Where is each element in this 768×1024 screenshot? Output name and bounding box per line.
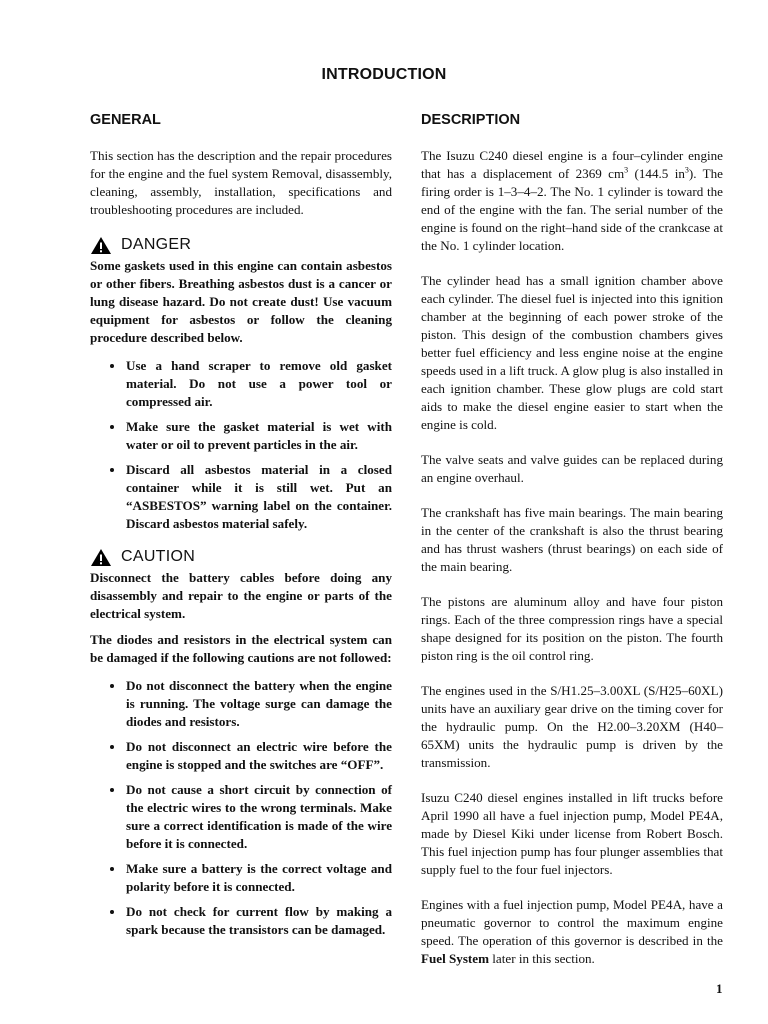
description-paragraph: The crankshaft has five main bearings. The main bearing in the center of the crankshaft is also the thrust bearing and has thrust washers (thrust bearings) on each side of the main bearing. <box>421 505 723 574</box>
list-item: Do not cause a short circuit by connection of the electric wires to the wrong terminals. Make sure a correct identification is made of the wire before it is connected. <box>126 782 392 851</box>
danger-text: Some gaskets used in this engine can contain asbestos or other fibers. Breathing asbestos dust is a cancer or lung disease hazard. Do not create dust! Use vacuum equipment for asbestos or follow the cleaning procedure described below. <box>90 258 392 345</box>
description-paragraph: The cylinder head has a small ignition chamber above each cylinder. The diesel fuel is injected into this ignition chamber at the beginning of each power stroke of the piston. This design of the combustion chambers gives better fuel efficiency and less engine noise at the engine speeds used in a lift truck. A glow plug is also installed in each ignition chamber. These glow plugs are cold start aids to make the diesel engine easier to start when the engine is cold. <box>421 273 723 432</box>
warning-triangle-icon <box>90 236 112 255</box>
list-item: Use a hand scraper to remove old gasket material. Do not use a power tool or compressed air. <box>126 358 392 409</box>
description-paragraph: The pistons are aluminum alloy and have four piston rings. Each of the three compression rings have a special shape designed for its position on the piston. The fourth piston ring is the oil control ring. <box>421 594 723 663</box>
list-item: Make sure the gasket material is wet with water or oil to prevent particles in the air. <box>126 419 392 452</box>
list-item: Make sure a battery is the correct voltage and polarity before it is connected. <box>126 861 392 894</box>
description-heading: DESCRIPTION <box>421 112 521 128</box>
description-paragraph: The engines used in the S/H1.25–3.00XL (S/H25–60XL) units have an auxiliary gear drive on the timing cover for the hydraulic pump. On the H2.00–3.20XM (H40–65XM) units the hydraulic pump is driven by the transmission. <box>421 683 723 770</box>
right-column <box>421 112 723 985</box>
general-heading: GENERAL <box>90 112 161 128</box>
page-title: INTRODUCTION <box>321 66 447 83</box>
danger-label: DANGER <box>121 236 192 253</box>
description-paragraph: Isuzu C240 diesel engines installed in lift trucks before April 1990 all have a fuel injection pump, Model PE4A, made by Diesel Kiki under license from Robert Bosch. This fuel injection pump has four plunger assemblies that supply fuel to the four fuel injectors. <box>421 790 723 877</box>
page-number: 1 <box>716 981 723 996</box>
caution-text-2: The diodes and resistors in the electrical system can be damaged if the following cautions are not followed: <box>90 632 392 665</box>
description-paragraph: Engines with a fuel injection pump, Model PE4A, have a pneumatic governor to control the maximum engine speed. The operation of this governor is described in the Fuel System later in this section. <box>421 897 723 966</box>
left-column <box>90 112 392 946</box>
caution-label: CAUTION <box>121 548 196 565</box>
list-item: Do not check for current flow by making a spark because the transistors can be damaged. <box>126 904 392 937</box>
list-item: Discard all asbestos material in a closed container while it is still wet. Put an “ASBESTOS” warning label on the container. Discard asbestos material safely. <box>126 462 392 531</box>
list-item: Do not disconnect an electric wire before the engine is stopped and the switches are “OFF”. <box>126 739 392 772</box>
description-paragraph: The valve seats and valve guides can be replaced during an engine overhaul. <box>421 452 723 485</box>
caution-header <box>90 545 392 569</box>
fuel-system-reference: Fuel System <box>421 951 490 966</box>
description-paragraph: The Isuzu C240 diesel engine is a four–cylinder engine that has a displacement of 2369 $cm^3$ (144.5 $in^3$). The firing order is 1–3–4–2. The No. 1 cylinder is toward the end of the engine with the fan. The serial number of the engine is found on the right–hand side of the crankcase at the No. 1 cylinder location. <box>421 148 723 253</box>
danger-list <box>90 357 392 533</box>
danger-header <box>90 233 392 257</box>
list-item: Do not disconnect the battery when the engine is running. The voltage surge can damage the diodes and resistors. <box>126 678 392 729</box>
warning-triangle-icon <box>90 548 112 567</box>
caution-text: Disconnect the battery cables before doing any disassembly and repair to the engine or parts of the electrical system. <box>90 570 392 621</box>
caution-list <box>90 677 392 939</box>
general-intro: This section has the description and the repair procedures for the engine and the fuel system Removal, disassembly, cleaning, assembly, installation, specifications and troubleshooting procedures are included. <box>90 148 392 217</box>
